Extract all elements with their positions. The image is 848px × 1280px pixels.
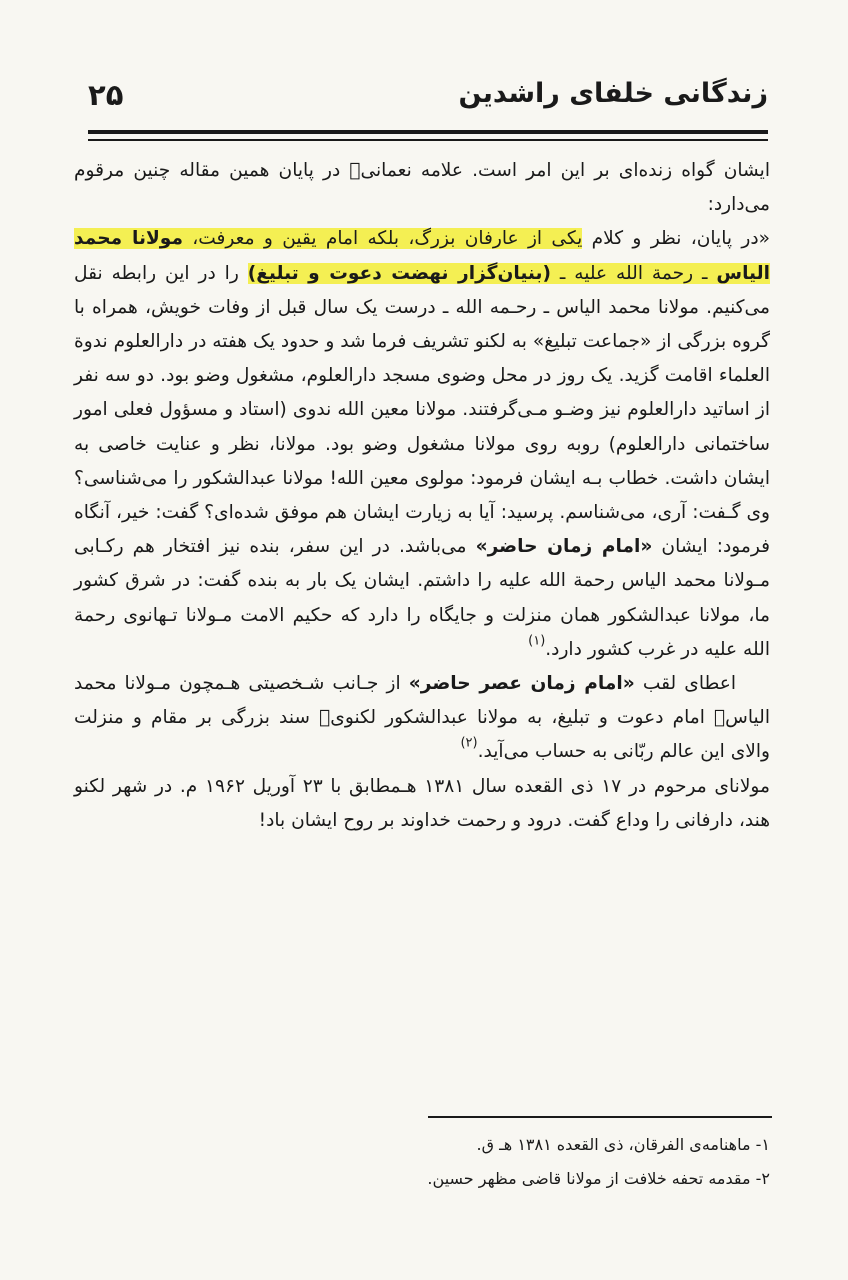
- footnote-ref-1: (۱): [528, 633, 546, 649]
- header-rule-thick: [88, 130, 768, 134]
- bold-title-imam: «امام زمان حاضر»: [475, 536, 653, 558]
- quote-text-end: می‌باشد. در این سفر، بنده نیز افتخار هم رکـابی مـولانا محمد الیاس رحمة الله علیه را داشتم. ایشان یک بار به بنده گفت: در شرق کشور ما، مولانا عبدالشکور همان منزلت و جایگاه را دارد که حکیم الامت مـولانا تـهانوی رحمة الله علیه در غرب کشور دارد.: [74, 536, 770, 660]
- bold-title-imam-era: «امام زمان عصر حاضر»: [408, 673, 635, 695]
- quote-text-start: «در پایان، نظر و کلام: [582, 228, 770, 250]
- header-rule-thin: [88, 139, 768, 141]
- footnotes: [300, 1128, 770, 1196]
- footnote-2: ۲- مقدمه تحفه خلافت از مولانا قاضی مظهر حسین.: [427, 1169, 770, 1188]
- highlighted-name: مولانا محمد الیاس: [74, 228, 771, 284]
- highlighted-text: یکی از عارفان بزرگ، بلکه امام یقین و معرفت،: [182, 228, 583, 250]
- quote-text-middle: را در این رابطه نقل می‌کنیم. مولانا محمد الیاس ـ رحـمه الله ـ درست یک سال قبل از وفات خویش، همراه با گروه بزرگی از «جماعت تبلیغ» به لکنو تشریف فرما شد و حدود یک هفته در دارالعلوم ندوة العلماء اقامت گزید. یک روز در محل وضوی مسجد دارالعلوم، مشغول وضو بود. دو سه نفر از اساتید دارالعلوم نیز وضـو مـی‌گرفتند. مولانا معین الله ندوی (استاد و مسؤول فعلی امور ساختمانی دارالعلوم) روبه روی مولانا مشغول وضو بود. مولانا، نظر و عنایت خاصی به ایشان داشت. خطاب بـه ایشان فرمود: مولوی معین الله! مولانا عبدالشکور را می‌شناسی؟ وی گـفت: آری، می‌شناسم. پرسید: آیا به زیارت ایشان هم موفق شده‌ای؟ گفت: خیر، آنگاه فرمود: ایشان: [74, 262, 770, 558]
- paragraph-title-conferral: [74, 667, 770, 770]
- page-number: ۲۵: [88, 78, 124, 112]
- body-text: [74, 154, 770, 838]
- conferral-text-start: اعطای لقب: [634, 673, 737, 695]
- highlighted-founder-note: (بنیان‌گزار نهضت دعوت و تبلیغ): [247, 262, 551, 284]
- footnote-rule: [428, 1116, 772, 1118]
- paragraph-intro: ایشان گواه زنده‌ای بر این امر است. علامه نعمانیؐ در پایان همین مقاله چنین مرقوم می‌دارد:: [74, 160, 770, 216]
- paragraph-quote: [74, 222, 770, 667]
- footnote-ref-2: (۲): [460, 736, 478, 752]
- paragraph-death: مولانای مرحوم در ۱۷ ذی القعده سال ۱۳۸۱ هـمطابق با ۲۳ آوریل ۱۹۶۲ م. در شهر لکنو هند، دارفانی را وداع گفت. درود و رحمت خداوند بر روح ایشان باد!: [74, 775, 770, 831]
- running-title: زندگانی خلفای راشدین: [458, 78, 768, 109]
- page-header: [88, 78, 768, 128]
- highlighted-honorific: ـ رحمة الله علیه ـ: [551, 262, 717, 284]
- footnote-1: ۱- ماهنامه‌ی الفرقان، ذی القعده ۱۳۸۱ هـ ق.: [476, 1135, 770, 1154]
- conferral-text-end: از جـانب شـخصیتی هـمچون مـولانا محمد الیاسؐ امام دعوت و تبلیغ، به مولانا عبدالشکور لکنویؐ سند بزرگی بر مقام و منزلت والای این عالم ربّانی به حساب می‌آید.: [74, 673, 770, 763]
